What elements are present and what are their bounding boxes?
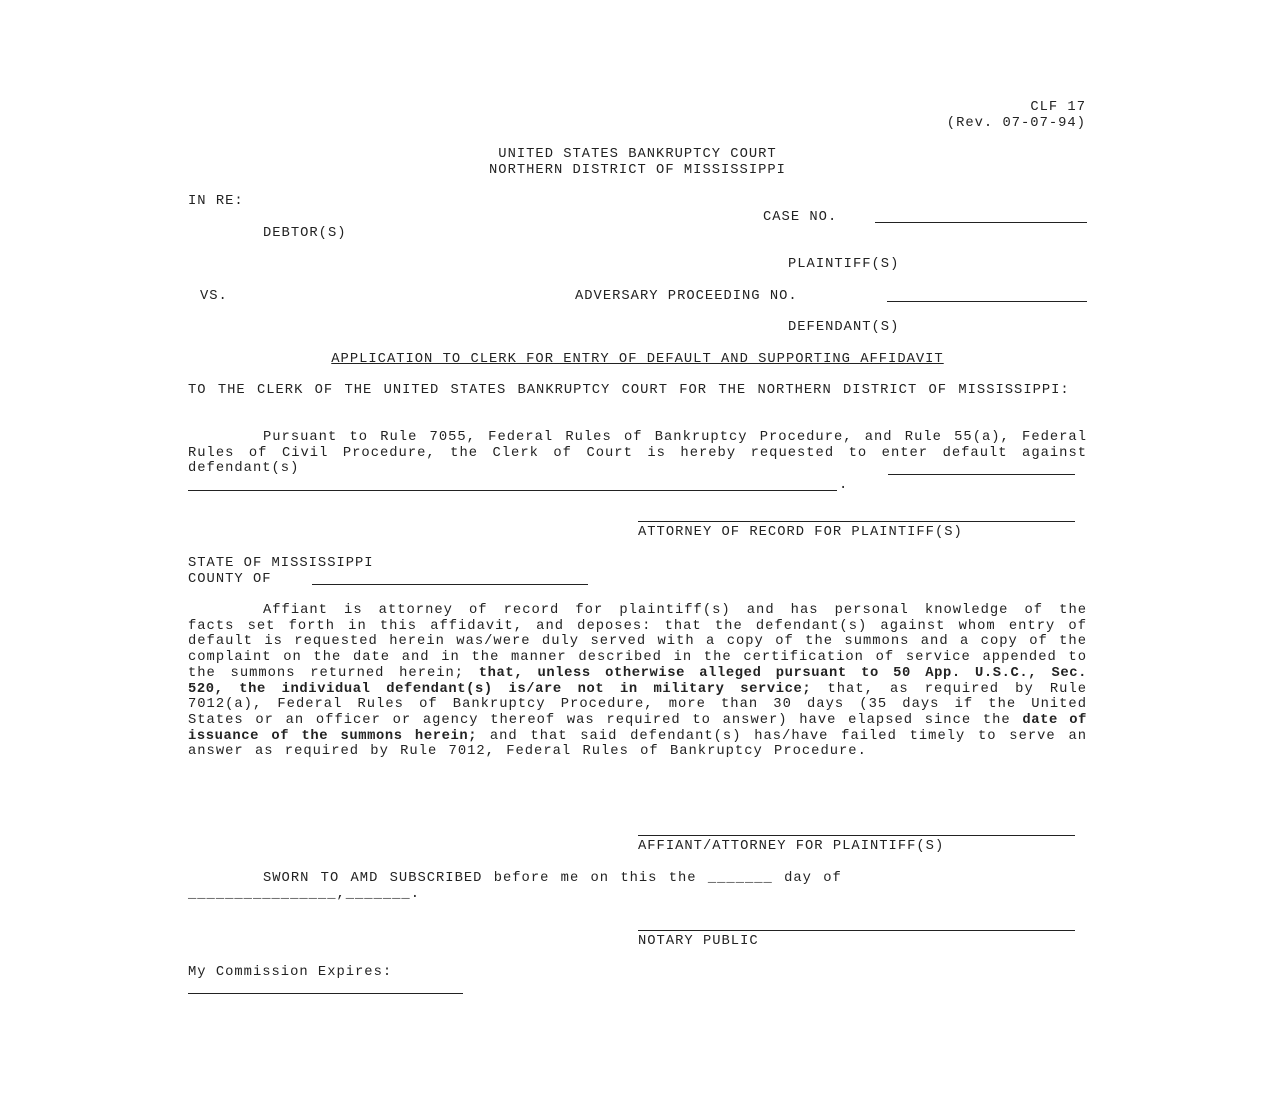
affidavit-part-1: Affiant is attorney of record for plaintiff(s) and has personal knowledge of the facts set forth in this affidavit, and deposes: that the defendant(s) against whom entry of default is requested herein was/were duly served with a copy of the summons and a copy of the complaint on the date and in the manner described in the certification of service appended to the summons returned herein; [188, 603, 1087, 681]
adversary-no-label: ADVERSARY PROCEEDING NO. [575, 289, 798, 304]
defendant-label: DEFENDANT(S) [788, 320, 900, 335]
affidavit-part-2: that, as required by Rule 7012(a), Federal Rules of Bankruptcy Procedure, more than 30 days (35 days if the United States or an officer or agency thereof was required to answer) have elapsed since the [188, 681, 1088, 728]
document-title: APPLICATION TO CLERK FOR ENTRY OF DEFAULT AND SUPPORTING AFFIDAVIT [331, 352, 944, 367]
adversary-no-field[interactable] [887, 301, 1087, 302]
case-no-label: CASE NO. [763, 210, 838, 225]
affiant-signature-line[interactable] [638, 835, 1075, 836]
venue-state: STATE OF MISSISSIPPI [188, 556, 374, 571]
court-name: UNITED STATES BANKRUPTCY COURT [498, 147, 777, 162]
request-end-period: . [839, 478, 849, 493]
affidavit-part-3: and that said defendant(s) has/have failed timely to serve an answer as required by Rule 7012, Federal Rules of Bankruptcy Procedure. [188, 728, 1088, 760]
affiant-signature-label: AFFIANT/ATTORNEY FOR PLAINTIFF(S) [638, 839, 945, 854]
debtor-label: DEBTOR(S) [263, 226, 347, 241]
attorney-signature-line[interactable] [638, 521, 1075, 522]
form-revision: (Rev. 07-07-94) [946, 116, 1086, 131]
case-no-field[interactable] [875, 222, 1087, 223]
notary-label: NOTARY PUBLIC [638, 934, 759, 949]
request-text: Pursuant to Rule 7055, Federal Rules of Bankruptcy Procedure, and Rule 55(a), Federal Rules of Civil Procedure, the Clerk of Court is hereby requested to enter default against defendant(s) [188, 430, 1087, 477]
court-district: NORTHERN DISTRICT OF MISSISSIPPI [489, 163, 786, 178]
form-number: CLF 17 [1030, 100, 1086, 115]
jurat-text: SWORN TO AMD SUBSCRIBED before me on this the _______ day of [263, 871, 842, 886]
request-paragraph [188, 430, 1087, 477]
defendant-name-field-line2[interactable] [188, 490, 837, 491]
commission-expires-field[interactable] [188, 993, 463, 994]
commission-expires-label: My Commission Expires: [188, 965, 393, 980]
county-field[interactable] [312, 584, 588, 585]
salutation-text: TO THE CLERK OF THE UNITED STATES BANKRUPTCY COURT FOR THE NORTHERN DISTRICT OF MISSISSIPPI: [188, 383, 1070, 398]
attorney-signature-label: ATTORNEY OF RECORD FOR PLAINTIFF(S) [638, 525, 963, 540]
venue-county: COUNTY OF [188, 572, 272, 587]
jurat [188, 871, 1087, 887]
plaintiff-label: PLAINTIFF(S) [788, 257, 900, 272]
affidavit-summons-clause: date of issuance of the summons herein; [188, 712, 1088, 744]
affidavit-military-clause: that, unless otherwise alleged pursuant to 50 App. U.S.C., Sec. 520, the individual defendant(s) is/are not in military service; [188, 665, 1087, 697]
notary-signature-line[interactable] [638, 930, 1075, 931]
in-re-label: IN RE: [188, 194, 244, 209]
jurat-date-line: ________________,_______. [188, 887, 420, 902]
defendant-name-field[interactable] [888, 474, 1075, 475]
affidavit-paragraph [188, 603, 1087, 760]
salutation [188, 383, 1087, 399]
vs-label: VS. [200, 289, 228, 304]
